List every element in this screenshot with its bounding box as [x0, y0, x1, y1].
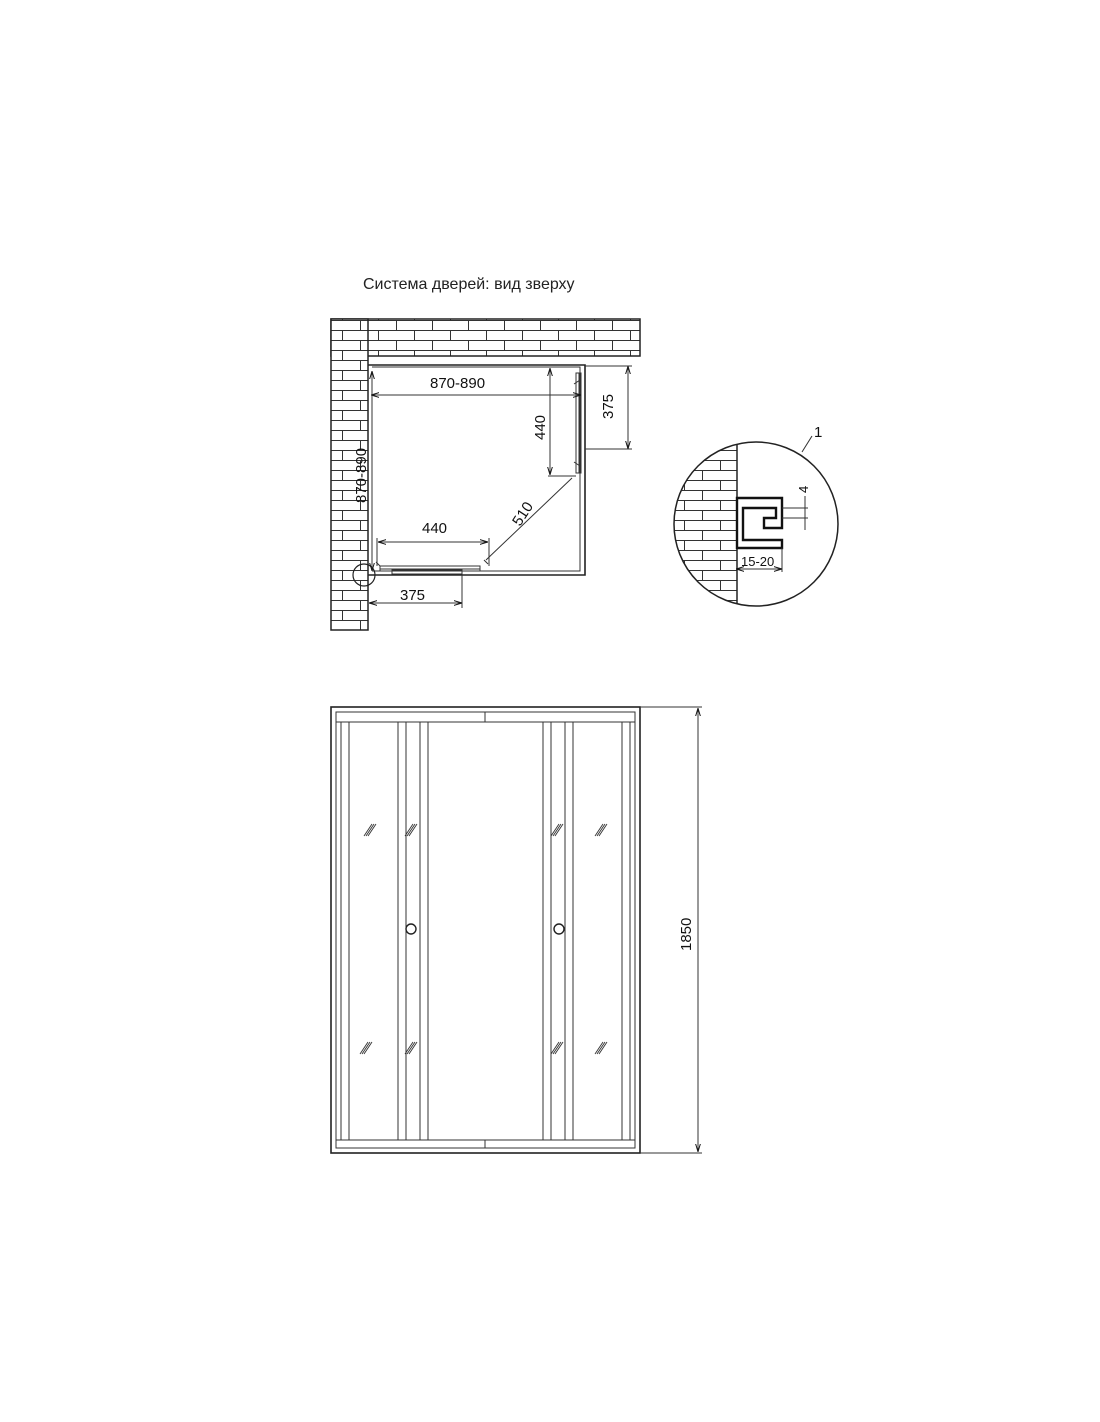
- height-dim-label: 1850: [678, 917, 695, 951]
- profile-detail: [660, 424, 838, 630]
- enclosure-outline: [368, 365, 585, 575]
- diagonal-dim-label: 510: [509, 498, 537, 530]
- front-view: [331, 707, 702, 1153]
- gap-dim-label: 4: [796, 485, 811, 493]
- front-panel-dimension: [377, 520, 489, 566]
- caption: Система дверей: вид зверху: [363, 276, 575, 293]
- diagonal-dimension: [509, 499, 537, 529]
- front-offset-dimension: [370, 575, 462, 608]
- left-handle: [406, 924, 416, 934]
- adjust-dim-label: 15-20: [741, 554, 775, 569]
- glass-marks: [360, 824, 607, 1054]
- depth-dim-label: 870-890: [353, 447, 370, 503]
- width-dim-label: 870-890: [430, 375, 486, 392]
- width-dimension: [372, 375, 580, 395]
- right-panel-dimension: [532, 367, 576, 476]
- right-panel-dim-label: 440: [532, 414, 549, 440]
- right-offset-dimension: [585, 366, 632, 449]
- height-dimension: [640, 707, 702, 1153]
- front-panel-dim-label: 440: [422, 520, 448, 537]
- top-view: [331, 319, 640, 630]
- right-offset-dim-label: 375: [600, 393, 617, 419]
- back-wall: [331, 319, 640, 356]
- wall-profile: [737, 498, 782, 548]
- right-handle: [554, 924, 564, 934]
- detail-callout-number: 1: [814, 424, 823, 441]
- front-offset-dim-label: 375: [400, 587, 426, 604]
